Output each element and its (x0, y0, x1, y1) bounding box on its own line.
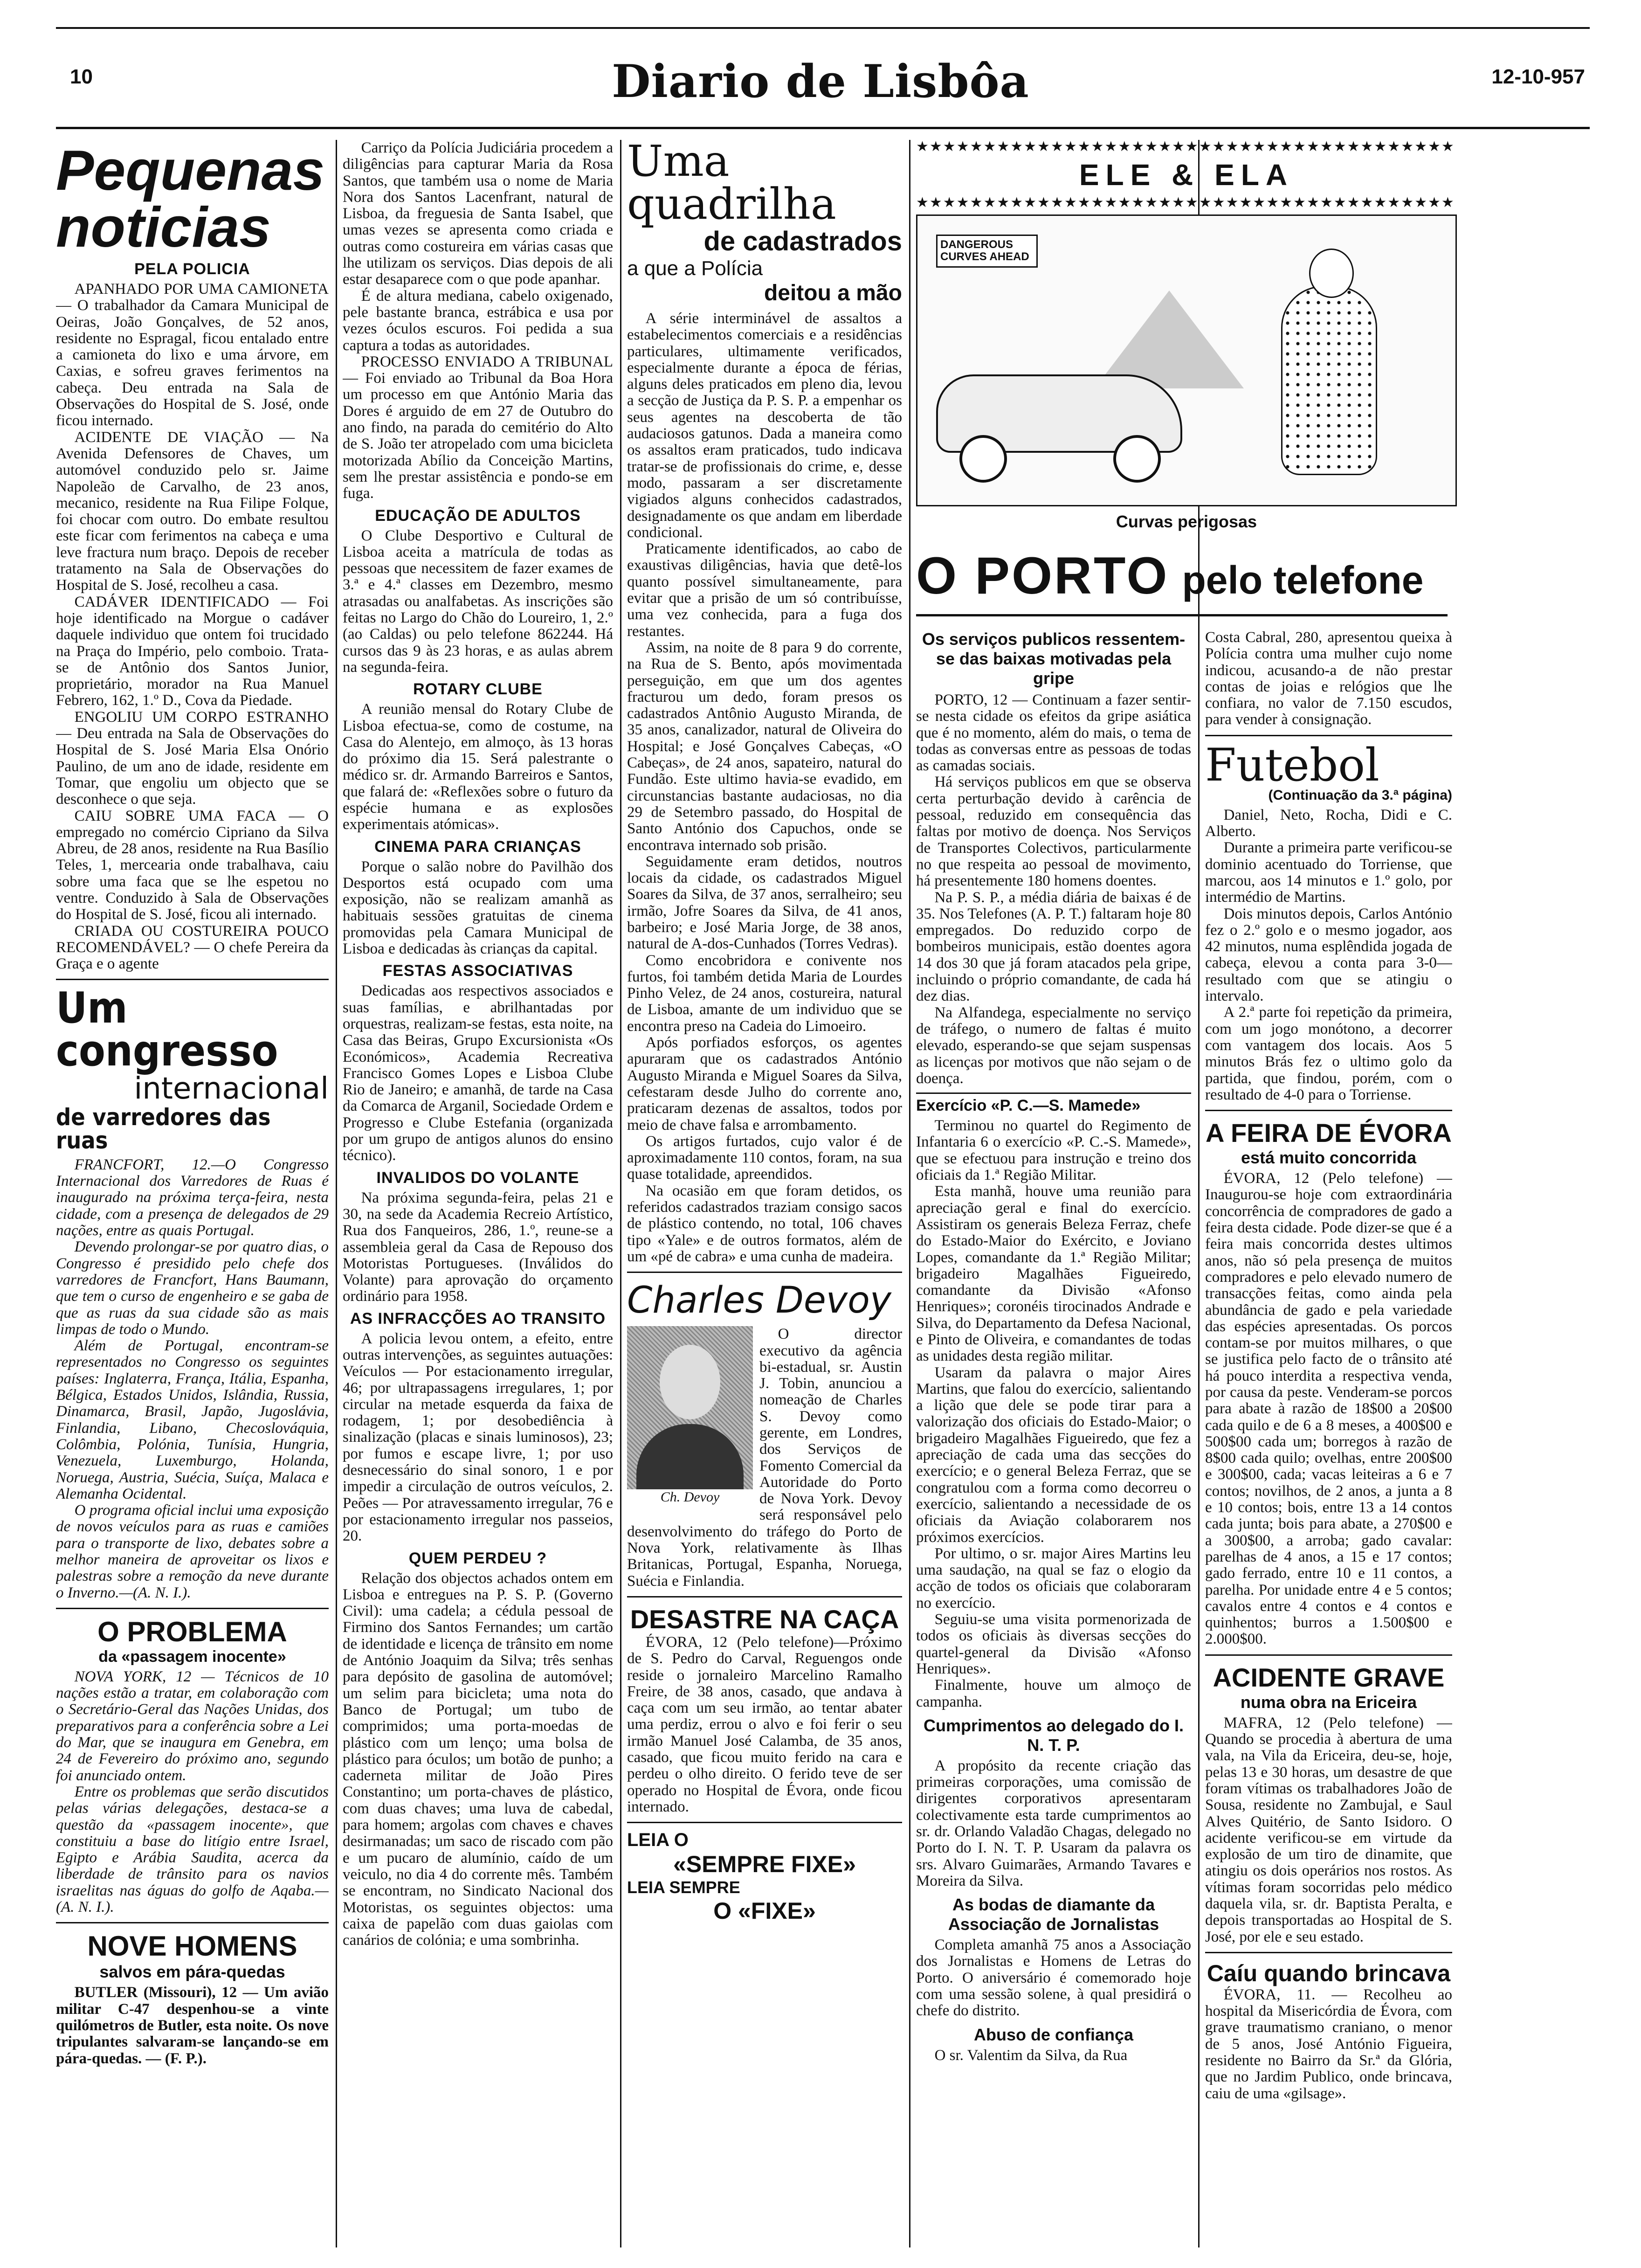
desastre-text: ÉVORA, 12 (Pelo telefone)—Próximo de S. Pedro do Carval, Reguengos onde reside o jornaleiro Marcelino Ramalho Freire, de 38 anos, casado, que andava à caça com um seu irmão, ao tentar abater uma perdiz, errou o alvo e foi ferir o seu irmão Manuel José Calamba, de 35 anos, casado, que ficou muito ferido na cara e perdeu o olho direito. O ferido teve de ser operado no Hospital de Évora, onde ficou internado. (627, 1633, 902, 1815)
congress-paragraph: Além de Portugal, encontram-se representados no Congresso os seguintes países: Inglaterra, França, Itália, Espanha, Bélgica, Estados Unidos, Islândia, Russia, Dinamarca, Brasil, Japão, Jugoslávia, Finlandia, Libano, Checoslováquia, Colômbia, Polónia, Tunísia, Hungria, Venezuela, Luxemburgo, Holanda, Noruega, Austria, Suécia, Suíça, Malaca e Alemanha Ocidental. (56, 1337, 329, 1502)
porto-paragraph: Na Alfandega, especialmente no serviço de tráfego, o numero de faltas é muito elevado, esperando-se que sejam suspensas as licenças por motivos que não sejam o de doença. (916, 1004, 1191, 1087)
divider (627, 1822, 902, 1823)
section-text: Porque o salão nobre do Pavilhão dos Desportos está ocupado com uma exposição, não se realizam amanhã as habituais sessões gratuitas de cinema promovidas pela Camara Municipal de Lisboa e dedicadas às crianças da capital. (343, 858, 613, 958)
divider (1205, 735, 1452, 736)
caiu-text: ÉVORA, 11. — Recolheu ao hospital da Misericórdia de Évora, com grave traumatismo craniano, o menor de 5 anos, José António Figueira, residente no Bairro da Sr.ª da Glória, que no Jardim Publico, onde brincava, caiu de uma «gilsage». (1205, 1986, 1452, 2102)
road-sign-text: DANGEROUS CURVES AHEAD (940, 238, 1029, 263)
problema-title: O PROBLEMA (97, 1616, 287, 1647)
woman-figure (1281, 286, 1377, 475)
portrait-face (660, 1345, 720, 1419)
divider (916, 614, 1448, 616)
column-4 (916, 629, 1191, 2247)
futebol-paragraph: Dois minutos depois, Carlos António fez o 2.º golo e o mesmo jogador, aos 42 minutos, numa esplêndida jogada de cabeça, elevou a conta para 3-0—resultado com que se atingiu o intervalo. (1205, 905, 1452, 1005)
section-heading: ROTARY CLUBE (413, 680, 543, 698)
ad-line-2: «SEMPRE FIXE» (673, 1851, 856, 1878)
section-heading: AS INFRACÇÕES AO TRANSITO (350, 1309, 606, 1328)
pequenas-noticias-title: Pequenas noticias (56, 140, 325, 259)
futebol-paragraph: Durante a primeira parte verificou-se dominio acentuado do Torriense, que marcou, aos 14 minutos e 1.º golo, por intermédio de Martins. (1205, 839, 1452, 906)
bodas-title: As bodas de diamante da Associação de Jornalistas (948, 1895, 1159, 1934)
ad-line-1: LEIA O (627, 1830, 689, 1851)
problema-paragraph: NOVA YORK, 12 — Técnicos de 10 nações estão a tratar, em colaboração com o Secretário-Geral das Nações Unidas, dos preparativos para a conferência sobre a Lei do Mar, que se inaugura em Genebra, em 24 de Fevereiro do próximo ano, segundo foi anunciado ontem. (56, 1668, 329, 1784)
porto-headline (916, 546, 1448, 623)
news-item: CRIADA OU COSTUREIRA POUCO RECOMENDÁVEL? — O chefe Pereira da Graça e o agente (56, 922, 329, 973)
col2-paragraph: Carriço da Polícia Judiciária procedem a diligências para capturar Maria da Rosa Santos, que também usa o nome de Maria Nora dos Santos Lacenfrant, natural de Lisboa, da freguesia de Santa Isabel, que umas vezes se apresenta como criada e outras como costureira em várias casas que lhe utilizam os serviços. Dias depois de ali estar desaparece com o que pode apanhar. (343, 140, 613, 288)
section-text: O Clube Desportivo e Cultural de Lisboa aceita a matrícula de todas as pessoas que necessitem de fazer exames de 3.ª e 4.ª classes em Dezembro, mesmo atrasadas ou analfabetas. As inscrições são feitas no Largo do Chão do Loureiro, 1, 2.º (ao Caldas) ou pelo telefone 862244. Há cursos das 9 às 23 horas, e as aulas abrem na segunda-feira. (343, 527, 613, 676)
quadrilha-title-4: deitou a mão (764, 281, 902, 305)
divider (1205, 1952, 1452, 1953)
acidente-text: MAFRA, 12 (Pelo telefone) — Quando se procedia à abertura de uma vala, na Vila da Ericeira, deu-se, hoje, pelas 13 e 30 horas, um desastre de que foram vítimas os trabalhadores João de Sousa, residente no Zambujal, e Saul Alves Quitério, de Santo Isidoro. O acidente verificou-se em virtude da explosão de um tiro de dinamite, que atingiu os dois operários nos rostos. As vítimas foram socorridas pelo médico daquela vila, sr. dr. Baptista Peralta, e depois transportadas ao Hospital de S. José, por ele e seu estado. (1205, 1714, 1452, 1945)
section-heading: EDUCAÇÃO DE ADULTOS (375, 506, 581, 525)
bodas-text: Completa amanhã 75 anos a Associação dos Jornalistas e Homens de Letras do Porto. O aniversário é comemorado hoje com uma sessão solene, à qual presidirá o chefe do distrito. (916, 1936, 1191, 2019)
col2-paragraph: PROCESSO ENVIADO A TRIBUNAL — Foi enviado ao Tribunal da Boa Hora um processo em que António Maria das Dores é arguido de em 27 de Outubro do ano findo, na parada do cemitério do Alto de S. João ter atropelado com uma bicicleta motorizada Abílio da Conceição Martins, sem lhe prestar assistência e pondo-se em fuga. (343, 353, 613, 502)
desastre-title: DESASTRE NA CAÇA (630, 1604, 899, 1634)
exercicio-paragraph: Seguiu-se uma visita pormenorizada de todos os oficiais às diversas secções do quartel-general da Divisão «Afonso Henriques». (916, 1611, 1191, 1677)
feira-title: A FEIRA DE ÉVORA (1206, 1118, 1452, 1148)
devoy-title: Charles Devoy (627, 1279, 891, 1322)
cumprimentos-title: Cumprimentos ao delegado do I. N. T. P. (923, 1715, 1184, 1755)
car-wheel (1113, 435, 1161, 483)
divider (627, 1272, 902, 1273)
section-heading: QUEM PERDEU ? (408, 1549, 547, 1567)
divider (1205, 1110, 1452, 1111)
problema-paragraph: Entre os problemas que serão discutidos pelas várias delegações, destaca-se a questão da «passagem inocente», que constituiu a base do litígio entre Israel, Egipto e Arábia Saudita, acerca da liberdade de trânsito para os navios israelitas nas águas do golfo de Aqaba.—(A. N. I.). (56, 1783, 329, 1916)
quadrilha-title-1: Uma quadrilha (627, 140, 836, 229)
porto-paragraph: Na P. S. P., a média diária de baixas é de 35. Nos Telefones (A. P. T.) faltaram hoje 80 empregados. Do reduzido corpo de bombeiros municipais, estão doentes agora 14 dos 30 que já foram atacados pela gripe, incluindo o próprio comandante, de cada há dez dias. (916, 889, 1191, 1005)
quadrilha-title-2: de cadastrados (703, 226, 902, 256)
caiu-title: Caíu quando brincava (1207, 1960, 1451, 1986)
pela-policia-heading: PELA POLICIA (134, 260, 250, 278)
quadrilha-title-3: a que a Polícia (627, 257, 763, 280)
divider (56, 979, 329, 980)
porto-lead: Os serviços publicos ressentem-se das baixas motivadas pela gripe (922, 629, 1186, 688)
exercicio-paragraph: Usaram da palavra o major Aires Martins, que falou do exercício, salientando a lição que dele se pode tirar para a valorização dos oficiais do Estado-Maior; o brigadeiro Magalhães Figueiredo, que fez a apreciação de cada uma das secções do exercício; e o general Beleza Ferraz, que se congratulou com a forma como decorreu o exercício, salientando a necessidade de os oficiais da Aviação colaborarem nos próximos exercícios. (916, 1364, 1191, 1546)
issue-date: 12-10-957 (1491, 65, 1585, 88)
col2-paragraph: É de altura mediana, cabelo oxigenado, pele bastante branca, estrábica e usa por vezes óculos escuros. Foi pedida a sua captura a todas as autoridades. (343, 287, 613, 354)
top-rule (56, 27, 1590, 29)
mountain (1095, 290, 1244, 388)
column-rule (620, 140, 621, 2247)
exercicio-paragraph: Finalmente, houve um almoço de campanha. (916, 1677, 1191, 1710)
ad-line-4: O «FIXE» (713, 1898, 816, 1924)
section-text: Na próxima segunda-feira, pelas 21 e 30, na sede da Academia Recreio Artístico, Rua dos Fanqueiros, 286, 1.º, reune-se a assembleia geral da Casa de Repouso dos Motoristas Portugueses. (Inválidos do Volante) para aprovação do orçamento ordinário para 1958. (343, 1189, 613, 1305)
section-heading: INVALIDOS DO VOLANTE (376, 1169, 579, 1187)
porto-paragraph: PORTO, 12 — Continuam a fazer sentir-se nesta cidade os efeitos da gripe asiática que é no momento, além do mais, o tema de todas as conversas entre as pessoas de todas as camadas sociais. (916, 691, 1191, 774)
porto-paragraph: Há serviços publicos em que se observa certa perturbação devido à carência de pessoal, reduzido em consequência das faltas por motivo de doença. Nos Serviços de Transportes Colectivos, particularmente no que respeita ao pessoal de movimento, há presentemente 180 homens doentes. (916, 774, 1191, 890)
ele-ela-comic (916, 140, 1457, 541)
section-text: Relação dos objectos achados ontem em Lisboa e entregues na P. S. P. (Governo Civil): uma cadela; a cédula pessoal de Firmino dos Santos Fernandes; um cartão de identidade e licença de trânsito em nome de António Joaquim da Silva; três senhas para depósito de gasolina de automóvel; um selim para bicicleta; uma nota do Banco de Portugal; um tubo de comprimidos; uma porta-moedas de plástico com um lenço; uma bolsa de plástico para óculos; um botão de punho; a caderneta militar de João Pires Constantino; um porta-chaves de plástico, com duas chaves; uma luva de cabedal, para homem; argolas com chaves e chaves desirmanadas; um saco de riscado com pão e um pucaro de alumínio, caído de um veiculo, no dia 4 do corrente mês. Também se encontram, no Sindicato Nacional dos Motoristas, os seguintes objectos: uma caixa de papelão com duas gaiolas com canários de colónia; e uma sombrinha. (343, 1570, 613, 1949)
comic-caption: Curvas perigosas (1116, 512, 1257, 531)
star-border-top: ★★★★★★★★★★★★★★★★★★★★★★★★★★★★★★★★★★★★★★★★ (916, 140, 1455, 154)
futebol-paragraph: A 2.ª parte foi repetição da primeira, com um jogo monótono, a decorrer com vantagem dos locais. Aos 5 minutos Brás fez o ultimo golo da partida, que findou, porém, com o resultado de 4-0 para o Torriense. (1205, 1004, 1452, 1103)
congress-title-3: de varredores das ruas (56, 1103, 271, 1154)
quadrilha-paragraph: Após porfiados esforços, os agentes apuraram que os cadastrados António Augusto Miranda e Miguel Soares da Silva, cefestaram desde Julho do corrente ano, praticaram dezenas de assaltos, todos por meio de chave falsa e arrombamento. (627, 1034, 902, 1134)
section-text: A reunião mensal do Rotary Clube de Lisboa efectua-se, como de costume, na Casa do Alentejo, em almoço, às 13 horas do próximo dia 15. Será palestrante o médico sr. dr. Armando Barreiros e Santos, que falará de: «Reflexões sobre o futuro da espécie humana e as explosões experimentais atómicas». (343, 701, 613, 833)
column-rule (909, 140, 910, 2247)
devoy-portrait (627, 1326, 753, 1489)
car-wheel (959, 435, 1007, 483)
devoy-caption: Ch. Devoy (660, 1489, 720, 1505)
exercicio-paragraph: Por ultimo, o sr. major Aires Martins leu uma saudação, na qual se faz o elogio da acção de todos os oficiais que colaboraram no exercício. (916, 1545, 1191, 1611)
futebol-title: Futebol (1205, 739, 1379, 791)
section-heading: CINEMA PARA CRIANÇAS (374, 837, 581, 856)
problema-subtitle: da «passagem inocente» (98, 1647, 286, 1666)
quadrilha-paragraph: Na ocasião em que foram detidos, os referidos cadastrados traziam consigo sacos de plástico contendo, no total, 106 chaves tipo «Yale» e de outros formatos, além de um «pé de cabra» e uma cunha de madeira. (627, 1182, 902, 1265)
column-5 (1205, 629, 1452, 2247)
divider (56, 1608, 329, 1609)
ele-ela-title: ELE & ELA (1079, 158, 1294, 192)
quadrilha-paragraph: A série interminável de assaltos a estabelecimentos comerciais e a residências particulares, ultimamente verificados, especialmente durante a época de férias, alguns deles praticados em pleno dia, levou a secção de Justiça da P. S. P. a empenhar os seus agentes na descoberta de tão audaciosos gatunos. Dada a maneira como os assaltos eram praticados, tudo indicava tratar-se de profissionais do crime, e, desse modo, passaram a ser discretamente vigiados alguns conhecidos cadastrados, designadamente os que andam em liberdade condicional. (627, 310, 902, 541)
section-text: A policia levou ontem, a efeito, entre outras intervenções, as seguintes autuações: Veículos — Por estacionamento irregular, 46; por ultrapassagens irregulares, 1; por circular na metade esquerda da faixa de rodagem, 1; por desobediência à sinalização (placas e sinais luminosos), 23; por fumos e escape livre, 1; por uso desnecessário do sinal sonoro, 1 e por impedir a circulação de outros veículos, 2. Peões — Por atravessamento irregular, 76 e por estacionamento irregular nos passeios, 20. (343, 1330, 613, 1545)
news-item: CAIU SOBRE UMA FACA — O empregado no comércio Cipriano da Silva Abreu, de 28 anos, residente na Rua Basílio Teles, 1, mercearia onde trabalhava, caiu sobre uma faca que se lhe espetou no ventre. Conduzido à Sala de Observações do Hospital de S. José, ficou ali internado. (56, 807, 329, 923)
quadrilha-paragraph: Assim, na noite de 8 para 9 do corrente, na Rua de S. Bento, após movimentada perseguição, em que um dos agentes fracturou um dedo, foram presos os cadastrados Antônio Augusto Miranda, de 35 anos, canalizador, natural de Oliveira do Hospital; e José Gonçalves Cabeças, «O Cabeças», de 24 anos, sapateiro, natural do Fundão. Este ultimo havia-se evadido, em circunstancias bastante audaciosas, no dia 29 de Setembro passado, do Hospital de Santo António dos Capuchos, onde se encontrava internado sob prisão. (627, 639, 902, 854)
nove-homens-title: NOVE HOMENS (87, 1930, 297, 1962)
news-item: APANHADO POR UMA CAMIONETA — O trabalhador da Camara Municipal de Oeiras, João Gonçalves, de 52 anos, residente no Espragal, ficou entalado entre a camioneta do lixo e uma árvore, em Caxias, e sofreu graves ferimentos na cabeça. Deu entrada na Sala de Observações do Hospital de S. José, onde ficou internado. (56, 281, 329, 429)
devoy-text: O director executivo da agência bi-estadual, sr. Austin J. Tobin, anunciou a nomeação de Charles S. Devoy como gerente, em Londres, dos Serviços de Fomento Comercial da Autoridade do Porto de Nova York. Devoy será responsável pelo desenvolvimento do tráfego do Porto de Nova York, relativamente às Ilhas Britanicas, Portugal, Espanha, Noruega, Suécia e Finlandia. (627, 1326, 902, 1590)
feira-text: ÉVORA, 12 (Pelo telefone) — Inaugurou-se hoje com extraordinária concorrência de compradores de gado a feira desta cidade. Pode dizer-se que é a feira mais concorrida destes ultimos anos, não só pela presença de muitos compradores e pelo elevado numero de transacções feitas, como ainda pela abundância de gado e pela variedade das espécies apresentadas. Os porcos contam-se por muitos milhares, o que se justifica pelo facto de o trânsito até há pouco interdita a respectiva venda, por causa da peste. Venderam-se porcos para abate à razão de 18$00 a 20$00 cada quilo e de 6 a 8 meses, a 400$00 e 500$00 cada um; borregos à razão de 8$00 cada quilo; ovelhas, entre 200$00 e 300$00, cada; vacas leiteiras a 6 e 7 contos; novilhos, de 2 anos, a junta a 8 e 10 contos; bois, entre 13 a 14 contos cada junta; bois para abate, a 270$00 e a 300$00, a arroba; gado cavalar: parelhas de 4 anos, a 15 e 17 contos; gado ferrado, entre 10 e 11 contos, a parelha. Por unidade entre 4 e 5 contos; cavalos entre 4 contos e 4 contos e quinhentos; burros a 1.500$00 e 2.000$00. (1205, 1170, 1452, 1648)
devoy-photo-block (627, 1326, 753, 1505)
divider (627, 1596, 902, 1597)
section-text: Dedicadas aos respectivos associados e suas famílias, e abrilhantadas por orquestras, realizam-se festas, esta noite, na Casa das Beiras, Grupo Excursionista «Os Económicos», Academia Recreativa Francisco Gomes Lopes e Lisboa Clube Rio de Janeiro; e amanhã, de tarde na Casa da Comarca de Arganil, Sociedade Ordem e Progresso e Clube Estefania (organizada por um grupo de antigos alunos do ensino técnico). (343, 982, 613, 1164)
woman-head (1309, 249, 1354, 298)
news-item: CADÁVER IDENTIFICADO — Foi hoje identificado na Morgue o cadáver daquele individuo que ontem foi trucidado na Praça do Império, pelo comboio. Trata-se de Antônio dos Santos Junior, proprietário, morador na Rua Manuel Febrero, 162, 1.º D., Cova da Piedade. (56, 593, 329, 709)
header-rule (56, 127, 1590, 129)
exercicio-paragraph: Esta manhã, houve uma reunião para apreciação geral e final do exercício. Assistiram os generais Beleza Ferraz, chefe do Estado-Maior do Exército, e Joviano Lopes, comandante da 1.ª Região Militar; brigadeiro Magalhães Figueiredo, comandante da Divisão «Afonso Henriques»; coronéis tirocinados Andrade e Silva, do Departamento da Defesa Nacional, e Pinto de Oliveira, e comandantes de todas as unidades desta região militar. (916, 1183, 1191, 1365)
column-1 (56, 140, 329, 2247)
news-item: ACIDENTE DE VIAÇÃO — Na Avenida Defensores de Chaves, um automóvel conduzido pelo sr. Jaime Napoleão de Carvalho, de 23 anos, mecanico, residente na Rua Filipe Folque, foi chocar com outro. Do embate resultou este ficar com ferimentos na cabeça e uma leve fractura num braço. Depois de receber tratamento na Sala de Observações do Hospital de S. José, recolheu a casa. (56, 429, 329, 594)
queixa-text: Costa Cabral, 280, apresentou queixa à Polícia contra uma mulher cujo nome indicou, acusando-a de não prestar contas de joias e relógios que lhe confiara, no valor de 7.150 escudos, para vender à consignação. (1205, 629, 1452, 728)
abuso-text: O sr. Valentim da Silva, da Rua (934, 2047, 1128, 2064)
masthead: Diario de Lisbôa (612, 55, 1029, 108)
porto-title-b: pelo telefone (1182, 558, 1424, 602)
news-item: ENGOLIU UM CORPO ESTRANHO — Deu entrada na Sala de Observações do Hospital de S. José Maria Elsa Onório Paulino, de um ano de idade, residente em Tomar, que engoliu um objecto que se desconhece o que seja. (56, 708, 329, 808)
ad-line-3: LEIA SEMPRE (627, 1878, 740, 1897)
acidente-subtitle: numa obra na Ericeira (1240, 1692, 1417, 1712)
congress-title-2: internacional (134, 1072, 329, 1106)
porto-title-a: O PORTO (916, 546, 1169, 605)
nove-homens-text: BUTLER (Missouri), 12 — Um avião militar C-47 despenhou-se a vinte quilómetros de Butler, esta noite. Os nove tripulantes salvaram-se lançando-se em pára-quedas. — (F. P.). (56, 1984, 329, 2067)
cumprimentos-text: A propósito da recente criação das primeiras corporações, uma comissão de dirigentes corporativos apresentaram colectivamente esta tarde cumprimentos ao sr. dr. Orlando Valadão Chagas, delegado no Porto do I. N. T. P. Usaram da palavra os srs. Alvaro Guimarães, Armando Tavares e Moreira da Silva. (916, 1757, 1191, 1889)
comic-panel (916, 214, 1457, 506)
column-rule (336, 140, 337, 2247)
acidente-title: ACIDENTE GRAVE (1213, 1662, 1445, 1692)
page-number: 10 (70, 65, 93, 88)
quadrilha-paragraph: Como encobridora e conivente nos furtos, foi também detida Maria de Lourdes Pinho Velez, de 24 anos, costureira, natural de Lisboa, amante de um individuo que se encontra preso na Cadeia do Limoeiro. (627, 952, 902, 1035)
congress-paragraph: O programa oficial inclui uma exposição de novos veículos para as ruas e camiões para o transporte de lixo, debates sobre a melhor maneira de aproveitar os lixos e palestras sobre a remoção da neve durante o Inverno.—(A. N. I.). (56, 1502, 329, 1601)
futebol-paragraph: Daniel, Neto, Rocha, Didi e C. Alberto. (1205, 806, 1452, 840)
portrait-suit (636, 1424, 744, 1489)
nove-homens-subtitle: salvos em pára-quedas (99, 1962, 285, 1982)
feira-subtitle: está muito concorrida (1241, 1148, 1417, 1168)
column-2 (343, 140, 613, 2247)
road-sign (936, 235, 1038, 268)
abuso-title: Abuso de confiança (973, 2025, 1134, 2044)
congress-paragraph: Devendo prolongar-se por quatro dias, o Congresso é presidido pelo chefe dos varredores de Francfort, Hans Baumann, que tem o curso de engenheiro e se gaba de que as ruas da sua cidade são as mais limpas de todo o Mundo. (56, 1238, 329, 1338)
quadrilha-paragraph: Seguidamente eram detidos, noutros locais da cidade, os cadastrados Miguel Soares da Silva, de 37 anos, serralheiro; seu irmão, Jofre Soares da Silva, de 41 anos, barbeiro; e José Maria Jorge, de 38 anos, natural de A-dos-Cunhados (Torres Vedras). (627, 853, 902, 953)
futebol-subtitle: (Continuação da 3.ª página) (1268, 787, 1452, 803)
exercicio-paragraph: Terminou no quartel do Regimento de Infantaria 6 o exercício «P. C.-S. Mamede», que se efectuou para instrução e treino dos oficiais da 1.ª Região Militar. (916, 1117, 1191, 1184)
section-heading: FESTAS ASSOCIATIVAS (382, 962, 573, 980)
exercicio-title: Exercício «P. C.—S. Mamede» (916, 1093, 1191, 1115)
star-border-bottom: ★★★★★★★★★★★★★★★★★★★★★★★★★★★★★★★★★★★★★★★★ (916, 196, 1455, 210)
column-3 (627, 140, 902, 2247)
divider (1205, 1654, 1452, 1656)
quadrilha-paragraph: Os artigos furtados, cujo valor é de aproximadamente 110 contos, foram, na sua quase totalidade, apreendidos. (627, 1133, 902, 1183)
congress-title: Um congresso (56, 983, 278, 1076)
quadrilha-paragraph: Praticamente identificados, ao cabo de exaustivas diligências, havia que detê-los quanto possível simultaneamente, para evitar que a prisão de um só contribuísse, uma vez conhecida, para a fuga dos restantes. (627, 540, 902, 640)
congress-paragraph: FRANCFORT, 12.—O Congresso Internacional dos Varredores de Ruas é inaugurado na próxima terça-feira, nesta cidade, com a presença de delegados de 29 nações, entre as quais Portugal. (56, 1156, 329, 1239)
divider (56, 1922, 329, 1923)
